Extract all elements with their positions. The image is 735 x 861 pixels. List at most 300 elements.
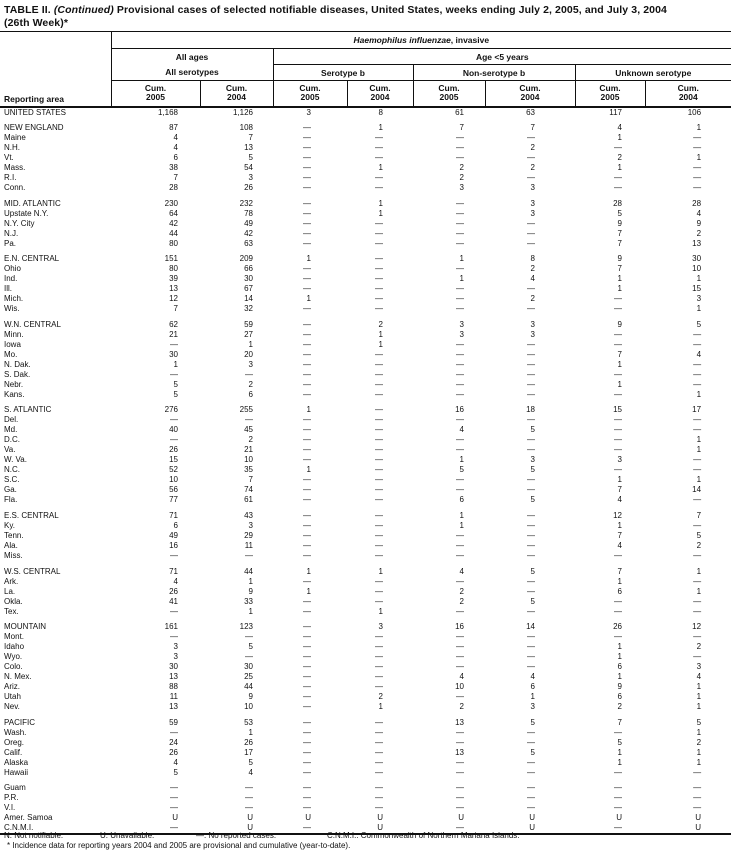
reporting-area-cell: Va.	[4, 445, 16, 455]
value-cell: —	[527, 541, 535, 551]
col-header-cum-2004-unk: Cum. 2004	[645, 81, 731, 107]
value-cell: —	[375, 359, 383, 369]
value-cell: 10	[244, 702, 253, 712]
value-cell: 6	[173, 153, 178, 163]
value-cell: 33	[244, 596, 253, 606]
value-cell: 29	[244, 531, 253, 541]
value-cell: 1	[696, 274, 702, 284]
value-cell: —	[614, 783, 622, 793]
reporting-area-cell: Wyo.	[4, 652, 23, 662]
value-cell: 6	[530, 682, 535, 692]
value-cell: —	[375, 737, 383, 747]
reporting-area-cell: N.C.	[4, 465, 20, 475]
value-cell: 4	[617, 123, 622, 133]
value-cell: —	[527, 521, 535, 531]
value-cell: 1	[378, 566, 383, 576]
value-cell: —	[614, 632, 622, 642]
value-cell: —	[456, 153, 464, 163]
value-cell: —	[375, 238, 383, 248]
value-cell: —	[303, 379, 311, 389]
value-cell: —	[303, 747, 311, 757]
value-cell: 2	[617, 702, 622, 712]
col-group-age-under5: Age <5 years	[273, 49, 731, 65]
value-cell: —	[303, 642, 311, 652]
value-cell: 1	[696, 702, 702, 712]
value-cell: 1	[617, 672, 622, 682]
value-cell: 3	[530, 319, 535, 329]
table-row	[0, 123, 731, 133]
value-cell: 106	[687, 107, 702, 117]
value-cell: U	[616, 813, 622, 823]
value-cell: —	[303, 475, 311, 485]
value-cell: 42	[244, 228, 253, 238]
value-cell: 8	[378, 107, 383, 117]
value-cell: —	[303, 455, 311, 465]
value-cell: 2	[378, 692, 383, 702]
value-cell: —	[245, 783, 253, 793]
reporting-area-cell: Ark.	[4, 576, 19, 586]
value-cell: —	[375, 485, 383, 495]
value-cell: —	[375, 173, 383, 183]
value-cell: —	[375, 783, 383, 793]
reporting-area-cell: Mich.	[4, 294, 24, 304]
value-cell: 2	[696, 541, 702, 551]
value-cell: —	[527, 475, 535, 485]
value-cell: 1	[248, 339, 253, 349]
value-cell: 13	[455, 747, 464, 757]
table-row	[0, 330, 731, 340]
table-row	[0, 803, 731, 813]
value-cell: 1	[696, 435, 702, 445]
value-cell: —	[527, 445, 535, 455]
value-cell: —	[693, 803, 702, 813]
reporting-area-cell: W.N. CENTRAL	[4, 319, 61, 329]
table-row	[0, 813, 731, 823]
value-cell: 1	[459, 455, 464, 465]
value-cell: —	[527, 173, 535, 183]
value-cell: 1	[248, 576, 253, 586]
value-cell: 1	[617, 133, 622, 143]
value-cell: —	[527, 757, 535, 767]
value-cell: —	[456, 445, 464, 455]
value-cell: —	[245, 369, 253, 379]
value-cell: 3	[306, 107, 311, 117]
reporting-area-cell: Kans.	[4, 389, 25, 399]
value-cell: —	[303, 435, 311, 445]
value-cell: —	[456, 218, 464, 228]
value-cell: —	[375, 803, 383, 813]
value-cell: 41	[169, 596, 178, 606]
value-cell: —	[527, 531, 535, 541]
value-cell: 1	[530, 692, 535, 702]
value-cell: —	[527, 349, 535, 359]
value-cell: 87	[169, 123, 178, 133]
reporting-area-cell: Upstate N.Y.	[4, 208, 49, 218]
value-cell: —	[303, 541, 311, 551]
value-cell: 1,168	[157, 107, 178, 117]
value-cell: —	[614, 465, 622, 475]
value-cell: 61	[455, 107, 464, 117]
value-cell: —	[456, 238, 464, 248]
value-cell: 26	[613, 622, 622, 632]
value-cell: 8	[530, 254, 535, 264]
value-cell: —	[375, 379, 383, 389]
value-cell: 30	[169, 662, 178, 672]
value-cell: —	[693, 576, 702, 586]
value-cell: —	[303, 737, 311, 747]
value-cell: 1	[378, 123, 383, 133]
value-cell: 9	[696, 218, 702, 228]
value-cell: 1	[173, 359, 178, 369]
value-cell: 21	[169, 329, 178, 339]
value-cell: 5	[530, 596, 535, 606]
group-header-unknown-serotype: Unknown serotype	[575, 65, 731, 81]
value-cell: —	[527, 632, 535, 642]
value-cell: 6	[248, 389, 253, 399]
value-cell: 3	[617, 455, 622, 465]
table-row	[0, 274, 731, 284]
value-cell: —	[456, 662, 464, 672]
value-cell: 1	[696, 757, 702, 767]
value-cell: 209	[239, 254, 253, 264]
table-row	[0, 340, 731, 350]
value-cell: —	[375, 143, 383, 153]
value-cell: —	[375, 349, 383, 359]
value-cell: —	[693, 551, 702, 561]
value-cell: 28	[613, 198, 622, 208]
value-cell: 7	[173, 304, 178, 314]
value-cell: 6	[173, 521, 178, 531]
value-cell: —	[303, 606, 311, 616]
value-cell: 3	[459, 329, 464, 339]
value-cell: 1	[696, 692, 702, 702]
value-cell: 1	[696, 747, 702, 757]
value-cell: —	[456, 652, 464, 662]
value-cell: 24	[169, 737, 178, 747]
reporting-area-cell: Miss.	[4, 551, 23, 561]
value-cell: 1	[617, 642, 622, 652]
value-cell: 71	[169, 566, 178, 576]
header-corner-2	[0, 49, 111, 65]
reporting-area-cell: V.I.	[4, 803, 16, 813]
value-cell: —	[303, 319, 311, 329]
value-cell: —	[456, 339, 464, 349]
value-cell: 44	[244, 682, 253, 692]
header-corner-1	[0, 32, 111, 49]
value-cell: 45	[244, 425, 253, 435]
value-cell: U	[529, 813, 535, 823]
col-header-cum-2004-all: Cum. 2004	[200, 81, 273, 107]
value-cell: 3	[173, 642, 178, 652]
value-cell: —	[614, 425, 622, 435]
value-cell: —	[456, 737, 464, 747]
value-cell: —	[693, 596, 702, 606]
value-cell: 9	[617, 682, 622, 692]
value-cell: —	[303, 208, 311, 218]
value-cell: —	[303, 228, 311, 238]
value-cell: 14	[692, 485, 702, 495]
value-cell: —	[245, 632, 253, 642]
value-cell: 15	[169, 455, 178, 465]
value-cell: —	[303, 143, 311, 153]
value-cell: —	[303, 264, 311, 274]
reporting-area-cell: Alaska	[4, 757, 29, 767]
value-cell: —	[614, 803, 622, 813]
footnote-cnmi: C.N.M.I.: Commonwealth of Northern Mariana Islands.	[327, 831, 520, 840]
value-cell: 108	[239, 123, 253, 133]
value-cell: —	[303, 173, 311, 183]
col-header-cum-2005-all: Cum. 2005	[111, 81, 200, 107]
value-cell: —	[456, 389, 464, 399]
value-cell: —	[527, 586, 535, 596]
table-row	[0, 254, 731, 264]
reporting-area-cell: Utah	[4, 692, 21, 702]
table-row	[0, 294, 731, 304]
value-cell: 38	[169, 163, 178, 173]
value-cell: 13	[169, 702, 178, 712]
value-cell: —	[375, 415, 383, 425]
value-cell: —	[375, 153, 383, 163]
value-cell: —	[527, 218, 535, 228]
value-cell: 5	[696, 717, 702, 727]
value-cell: 2	[696, 737, 702, 747]
value-cell: —	[170, 783, 178, 793]
value-cell: —	[456, 304, 464, 314]
value-cell: —	[303, 531, 311, 541]
value-cell: 232	[239, 198, 253, 208]
reporting-area-cell: Del.	[4, 415, 19, 425]
reporting-area-cell: S.C.	[4, 475, 20, 485]
value-cell: 1	[617, 379, 622, 389]
value-cell: 1	[306, 465, 311, 475]
value-cell: 30	[169, 349, 178, 359]
value-cell: 4	[173, 576, 178, 586]
value-cell: 7	[617, 228, 622, 238]
value-cell: —	[375, 757, 383, 767]
table-row	[0, 607, 731, 617]
table-row	[0, 531, 731, 541]
reporting-area-cell: Tex.	[4, 606, 19, 616]
value-cell: —	[303, 238, 311, 248]
reporting-area-cell: N.J.	[4, 228, 19, 238]
reporting-area-cell: Fla.	[4, 495, 18, 505]
value-cell: —	[303, 511, 311, 521]
value-cell: 9	[248, 586, 253, 596]
reporting-area-cell: Nev.	[4, 702, 20, 712]
value-cell: 5	[530, 747, 535, 757]
value-cell: U	[458, 813, 464, 823]
value-cell: —	[303, 284, 311, 294]
value-cell: —	[693, 369, 702, 379]
value-cell: 61	[244, 495, 253, 505]
value-cell: —	[456, 415, 464, 425]
value-cell: 3	[530, 455, 535, 465]
footnote-incidence-note: * Incidence data for reporting years 2004 and 2005 are provisional and cumulative (year-to-date).	[7, 841, 351, 850]
value-cell: 2	[530, 143, 535, 153]
value-cell: —	[375, 596, 383, 606]
table-row	[0, 738, 731, 748]
value-cell: 1	[696, 123, 702, 133]
value-cell: 7	[617, 485, 622, 495]
value-cell: 2	[459, 163, 464, 173]
table-row	[0, 758, 731, 768]
reporting-area-cell: NEW ENGLAND	[4, 123, 64, 133]
value-cell: —	[375, 551, 383, 561]
value-cell: —	[456, 642, 464, 652]
value-cell: 12	[169, 294, 178, 304]
value-cell: —	[614, 304, 622, 314]
reporting-area-cell: Ky.	[4, 521, 15, 531]
table-row	[0, 143, 731, 153]
reporting-area-cell: N.Y. City	[4, 218, 35, 228]
value-cell: 1	[696, 445, 702, 455]
value-cell: U	[247, 813, 253, 823]
value-cell: 5	[173, 379, 178, 389]
table-row	[0, 445, 731, 455]
reporting-area-cell: Mass.	[4, 163, 26, 173]
value-cell: 20	[244, 349, 253, 359]
value-cell: 2	[530, 294, 535, 304]
value-cell: —	[303, 329, 311, 339]
footnote-no-reported-cases: —: No reported cases.	[196, 831, 277, 840]
reporting-area-cell: MID. ATLANTIC	[4, 198, 61, 208]
table-row	[0, 284, 731, 294]
value-cell: —	[375, 652, 383, 662]
value-cell: 7	[530, 123, 535, 133]
value-cell: —	[527, 551, 535, 561]
table-row	[0, 672, 731, 682]
value-cell: —	[375, 445, 383, 455]
table-row	[0, 380, 731, 390]
page-title	[4, 4, 719, 29]
value-cell: —	[303, 632, 311, 642]
table-row	[0, 229, 731, 239]
reporting-area-cell: R.I.	[4, 173, 17, 183]
value-cell: 16	[169, 541, 178, 551]
value-cell: 16	[455, 405, 464, 415]
value-cell: U	[377, 813, 383, 823]
value-cell: —	[170, 803, 178, 813]
value-cell: 21	[244, 445, 253, 455]
table-row	[0, 304, 731, 314]
value-cell: 52	[169, 465, 178, 475]
value-cell: —	[527, 228, 535, 238]
table-row	[0, 209, 731, 219]
value-cell: —	[303, 304, 311, 314]
value-cell: 62	[169, 319, 178, 329]
reporting-area-cell: Calif.	[4, 747, 23, 757]
value-cell: —	[375, 747, 383, 757]
value-cell: 7	[617, 717, 622, 727]
value-cell: 80	[169, 264, 178, 274]
value-cell: 42	[169, 218, 178, 228]
value-cell: 9	[617, 319, 622, 329]
value-cell: 5	[530, 717, 535, 727]
reporting-area-cell: Colo.	[4, 662, 23, 672]
value-cell: —	[527, 803, 535, 813]
value-cell: 5	[530, 566, 535, 576]
value-cell: —	[375, 254, 383, 264]
footnote-unavailable: U: Unavailable.	[100, 831, 155, 840]
reporting-area-cell: Idaho	[4, 642, 25, 652]
value-cell: 1	[248, 606, 253, 616]
value-cell: —	[303, 521, 311, 531]
value-cell: —	[527, 727, 535, 737]
value-cell: —	[456, 757, 464, 767]
value-cell: —	[375, 264, 383, 274]
value-cell: 117	[609, 107, 622, 117]
value-cell: —	[375, 586, 383, 596]
value-cell: —	[614, 183, 622, 193]
value-cell: —	[303, 183, 311, 193]
value-cell: 1	[617, 576, 622, 586]
table-row	[0, 597, 731, 607]
group-header-non-serotype-b: Non-serotype b	[413, 65, 575, 81]
value-cell: 7	[248, 475, 253, 485]
value-cell: —	[527, 511, 535, 521]
value-cell: 4	[173, 133, 178, 143]
value-cell: —	[527, 389, 535, 399]
footnote-not-notifiable: N: Not notifiable.	[4, 831, 64, 840]
reporting-area-cell: PACIFIC	[4, 717, 35, 727]
value-cell: —	[693, 767, 702, 777]
reporting-area-cell: W.S. CENTRAL	[4, 566, 61, 576]
value-cell: 1	[306, 254, 311, 264]
title-text: Provisional cases of selected notifiable diseases, United States, weeks ending July 2, 2005, and July 3, 2004	[116, 4, 667, 16]
value-cell: 88	[169, 682, 178, 692]
value-cell: —	[614, 606, 622, 616]
value-cell: 1	[696, 389, 702, 399]
value-cell: 71	[169, 511, 178, 521]
value-cell: —	[375, 495, 383, 505]
value-cell: 10	[455, 682, 464, 692]
value-cell: —	[456, 294, 464, 304]
value-cell: 59	[169, 717, 178, 727]
value-cell: —	[170, 369, 178, 379]
value-cell: —	[303, 218, 311, 228]
value-cell: 13	[244, 143, 253, 153]
value-cell: 1	[617, 284, 622, 294]
value-cell: —	[375, 642, 383, 652]
value-cell: —	[614, 369, 622, 379]
table-row	[0, 495, 731, 505]
table-row	[0, 350, 731, 360]
value-cell: —	[527, 339, 535, 349]
value-cell: —	[527, 153, 535, 163]
value-cell: 44	[244, 566, 253, 576]
value-cell: 3	[696, 294, 702, 304]
value-cell: 5	[173, 767, 178, 777]
value-cell: —	[693, 359, 702, 369]
reporting-area-cell: Minn.	[4, 329, 24, 339]
value-cell: —	[456, 793, 464, 803]
title-week: (26th Week)*	[4, 16, 69, 29]
reporting-area-cell: S. Dak.	[4, 369, 31, 379]
value-cell: —	[303, 198, 311, 208]
value-cell: 63	[526, 107, 535, 117]
value-cell: —	[456, 606, 464, 616]
value-cell: —	[456, 632, 464, 642]
value-cell: 17	[692, 405, 702, 415]
value-cell: —	[456, 369, 464, 379]
value-cell: 3	[530, 329, 535, 339]
reporting-area-cell: Pa.	[4, 238, 17, 248]
reporting-area-cell: Ohio	[4, 264, 21, 274]
value-cell: —	[456, 379, 464, 389]
table-row	[0, 577, 731, 587]
reporting-area-cell: Mont.	[4, 632, 25, 642]
value-cell: —	[375, 465, 383, 475]
